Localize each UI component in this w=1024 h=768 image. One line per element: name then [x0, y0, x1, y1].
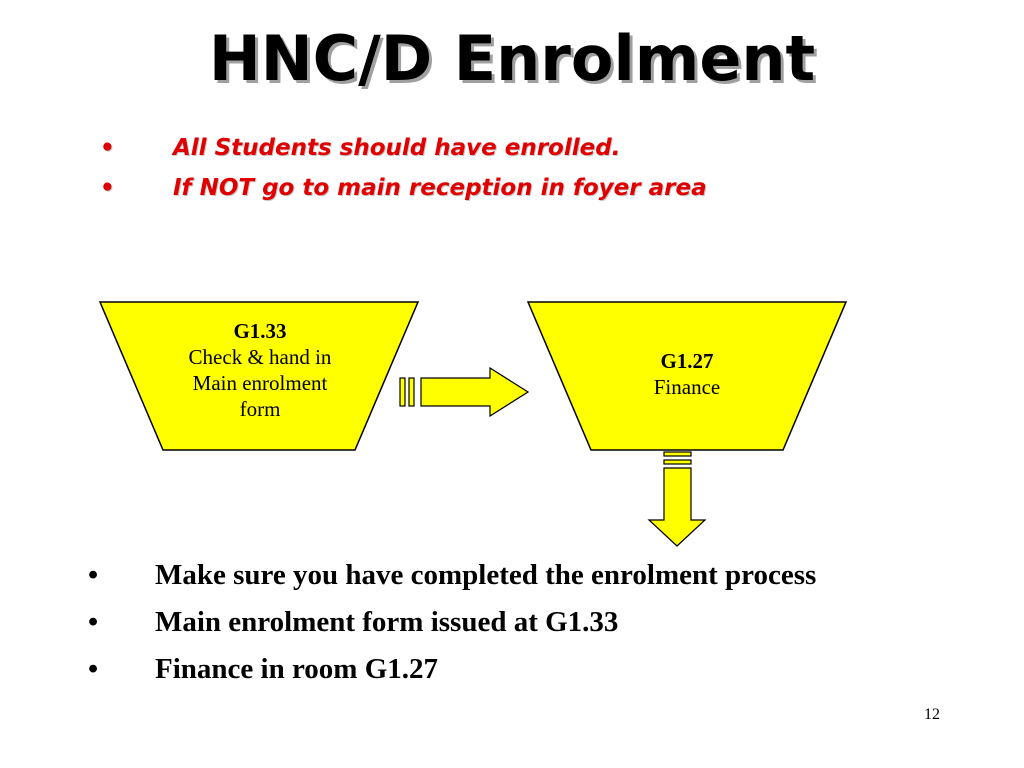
bullet-marker: • — [88, 606, 99, 638]
box-right-line: Finance — [653, 375, 721, 399]
bottom-bullet-text: Finance in room G1.27 — [155, 653, 439, 685]
bullet-marker: • — [100, 135, 115, 161]
arrow-right-icon — [400, 368, 528, 416]
bottom-bullet-text: Make sure you have completed the enrolment process — [155, 559, 817, 591]
bottom-bullet-item — [88, 646, 988, 693]
bullet-marker: • — [88, 653, 99, 685]
page-number: 12 — [924, 706, 940, 723]
box-right-label — [587, 348, 787, 400]
box-left-code: G1.33 — [233, 319, 287, 343]
bottom-bullet-list — [88, 552, 988, 693]
box-left-line: Main enrolment — [192, 371, 328, 395]
top-bullet-text: All Students should have enrolled. — [173, 135, 621, 161]
box-left-line: form — [239, 397, 281, 421]
bottom-bullet-item — [88, 552, 988, 599]
box-left-label — [160, 318, 360, 422]
box-left-line: Check & hand in — [188, 345, 332, 369]
bullet-marker: • — [100, 175, 115, 201]
arrow-down-icon — [649, 452, 705, 546]
slide-title: HNC/D Enrolment — [208, 22, 816, 95]
bottom-bullet-item — [88, 599, 988, 646]
bottom-bullet-text: Main enrolment form issued at G1.33 — [155, 606, 619, 638]
box-right-code: G1.27 — [660, 349, 714, 373]
top-bullet-text: If NOT go to main reception in foyer area — [173, 175, 707, 201]
bullet-marker: • — [88, 559, 99, 591]
